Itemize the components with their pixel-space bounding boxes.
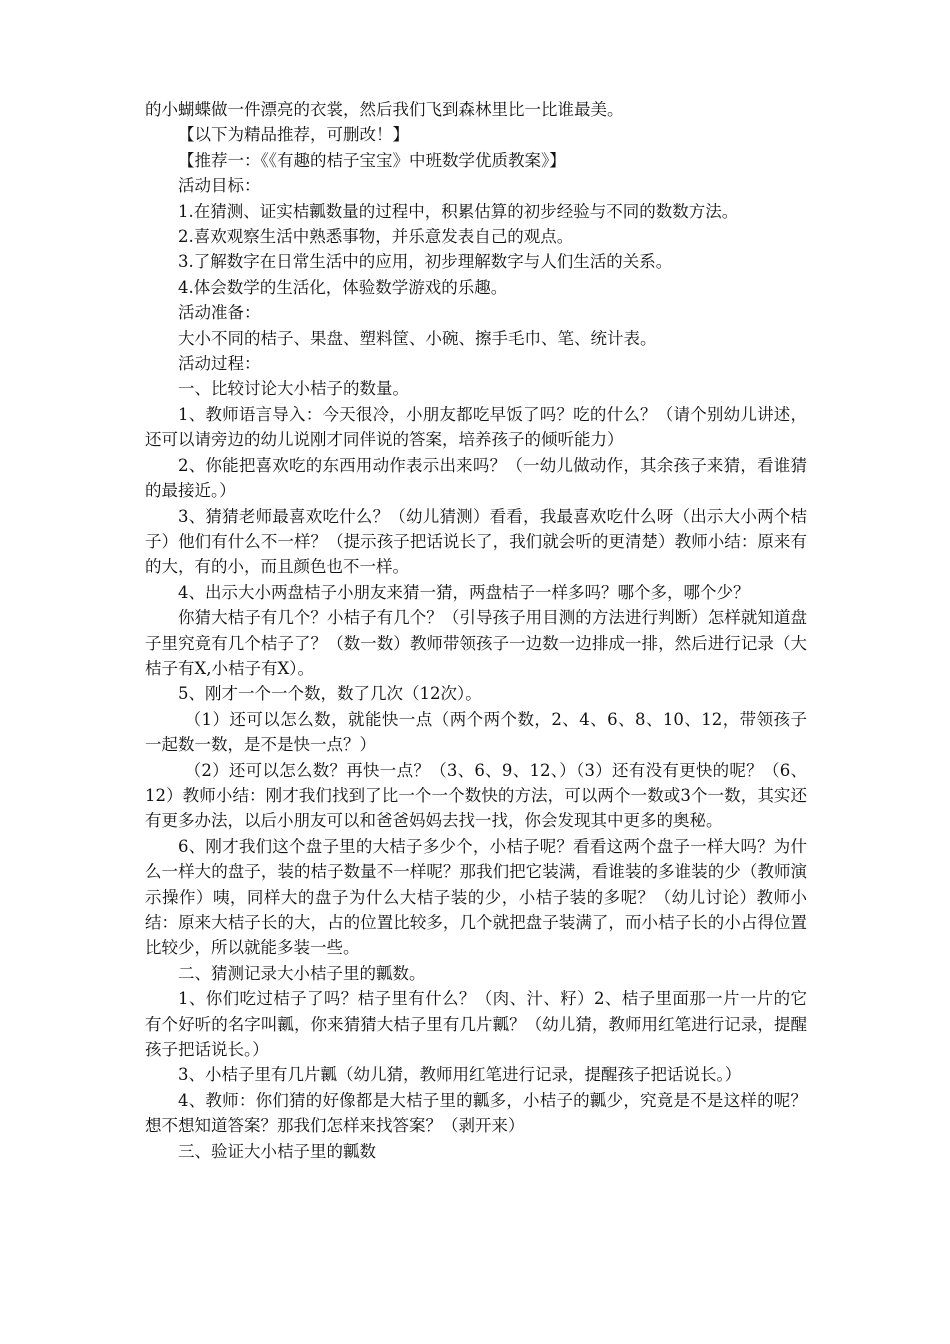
paragraph: 【以下为精品推荐，可删改！】 [178, 125, 409, 145]
list-item: 1.在猜测、证实桔瓤数量的过程中，积累估算的初步经验与不同的数数方法。 [178, 201, 739, 221]
paragraph: 3、小桔子里有几片瓤（幼儿猜，教师用红笔进行记录，提醒孩子把话说长。） [178, 1065, 742, 1085]
paragraph: 【推荐一：《《有趣的桔子宝宝》中班数学优质教案》】 [178, 150, 566, 170]
section-heading: 一、比较讨论大小桔子的数量。 [178, 379, 409, 399]
paragraph: 你猜大桔子有几个？小桔子有几个？（引导孩子用目测的方法进行判断）怎样就知道盘子里究竟有几个桔子了？（数一数）教师带领孩子一边数一边排成一排，然后进行记录（大桔子有X,小桔子有X）。 [145, 608, 807, 678]
paragraph: 3、猜猜老师最喜欢吃什么？（幼儿猜测）看看，我最喜欢吃什么呀（出示大小两个桔子）他们有什么不一样？（提示孩子把话说长了，我们就会听的更清楚）教师小结：原来有的大，有的小，而且颜色也不一样。 [145, 506, 807, 577]
list-item: 3.了解数字在日常生活中的应用，初步理解数字与人们生活的关系。 [178, 252, 673, 272]
section-heading: 三、验证大小桔子里的瓤数 [178, 1141, 376, 1161]
list-item: 4.体会数学的生活化，体验数学游戏的乐趣。 [178, 277, 508, 297]
paragraph: 5、刚才一个一个数，数了几次（12次）。 [178, 684, 482, 704]
paragraph: 4、出示大小两盘桔子小朋友来猜一猜，两盘桔子一样多吗？哪个多，哪个少？ [178, 582, 750, 602]
paragraph: 2、你能把喜欢吃的东西用动作表示出来吗？（一幼儿做动作，其余孩子来猜，看谁猜的最接近。） [145, 455, 807, 501]
paragraph: 1、你们吃过桔子了吗？桔子里有什么？（肉、汁、籽）2、桔子里面那一片一片的它有个好听的名字叫瓤，你来猜猜大桔子里有几片瓤？（幼儿猜，教师用红笔进行记录，提醒孩子把话说长。） [145, 989, 807, 1060]
paragraph: 4、教师：你们猜的好像都是大桔子里的瓤多，小桔子的瓤少，究竟是不是这样的呢？想不想知道答案？那我们怎样来找答案？（剥开来） [145, 1090, 807, 1136]
paragraph: （1）还可以怎么数，就能快一点（两个两个数，2、4、6、8、10、12，带领孩子一起数一数，是不是快一点？） [145, 709, 807, 755]
document-body [145, 97, 807, 1164]
paragraph: 大小不同的桔子、果盘、塑料筐、小碗、擦手毛巾、笔、统计表。 [178, 328, 657, 348]
section-heading: 活动目标： [178, 176, 261, 196]
paragraph: （2）还可以怎么数？再快一点？（3、6、9、12、）（3）还有没有更快的呢？（6、12）教师小结：刚才我们找到了比一个一个数快的方法，可以两个一数或3个一数，其实还有更多办法，以后小朋友可以和爸爸妈妈去找一找，你会发现其中更多的奥秘。 [145, 760, 807, 831]
list-item: 2.喜欢观察生活中熟悉事物，并乐意发表自己的观点。 [178, 227, 574, 247]
paragraph: 1、教师语言导入：今天很冷，小朋友都吃早饭了吗？吃的什么？（请个别幼儿讲述，还可以请旁边的幼儿说刚才同伴说的答案，培养孩子的倾听能力） [145, 404, 807, 450]
section-heading: 活动准备： [178, 303, 261, 323]
paragraph: 的小蝴蝶做一件漂亮的衣裳，然后我们飞到森林里比一比谁最美。 [145, 100, 624, 119]
section-heading: 二、猜测记录大小桔子里的瓤数。 [178, 963, 426, 983]
section-heading: 活动过程： [178, 354, 261, 374]
paragraph: 6、刚才我们这个盘子里的大桔子多少个，小桔子呢？看看这两个盘子一样大吗？为什么一样大的盘子，装的桔子数量不一样呢？那我们把它装满，看谁装的多谁装的少（教师演示操作）咦，同样大的盘子为什么大桔子装的少，小桔子装的多呢？（幼儿讨论）教师小结：原来大桔子长的大，占的位置比较多，几个就把盘子装满了，而小桔子长的小占得位置比较少，所以就能多装一些。 [145, 836, 807, 958]
